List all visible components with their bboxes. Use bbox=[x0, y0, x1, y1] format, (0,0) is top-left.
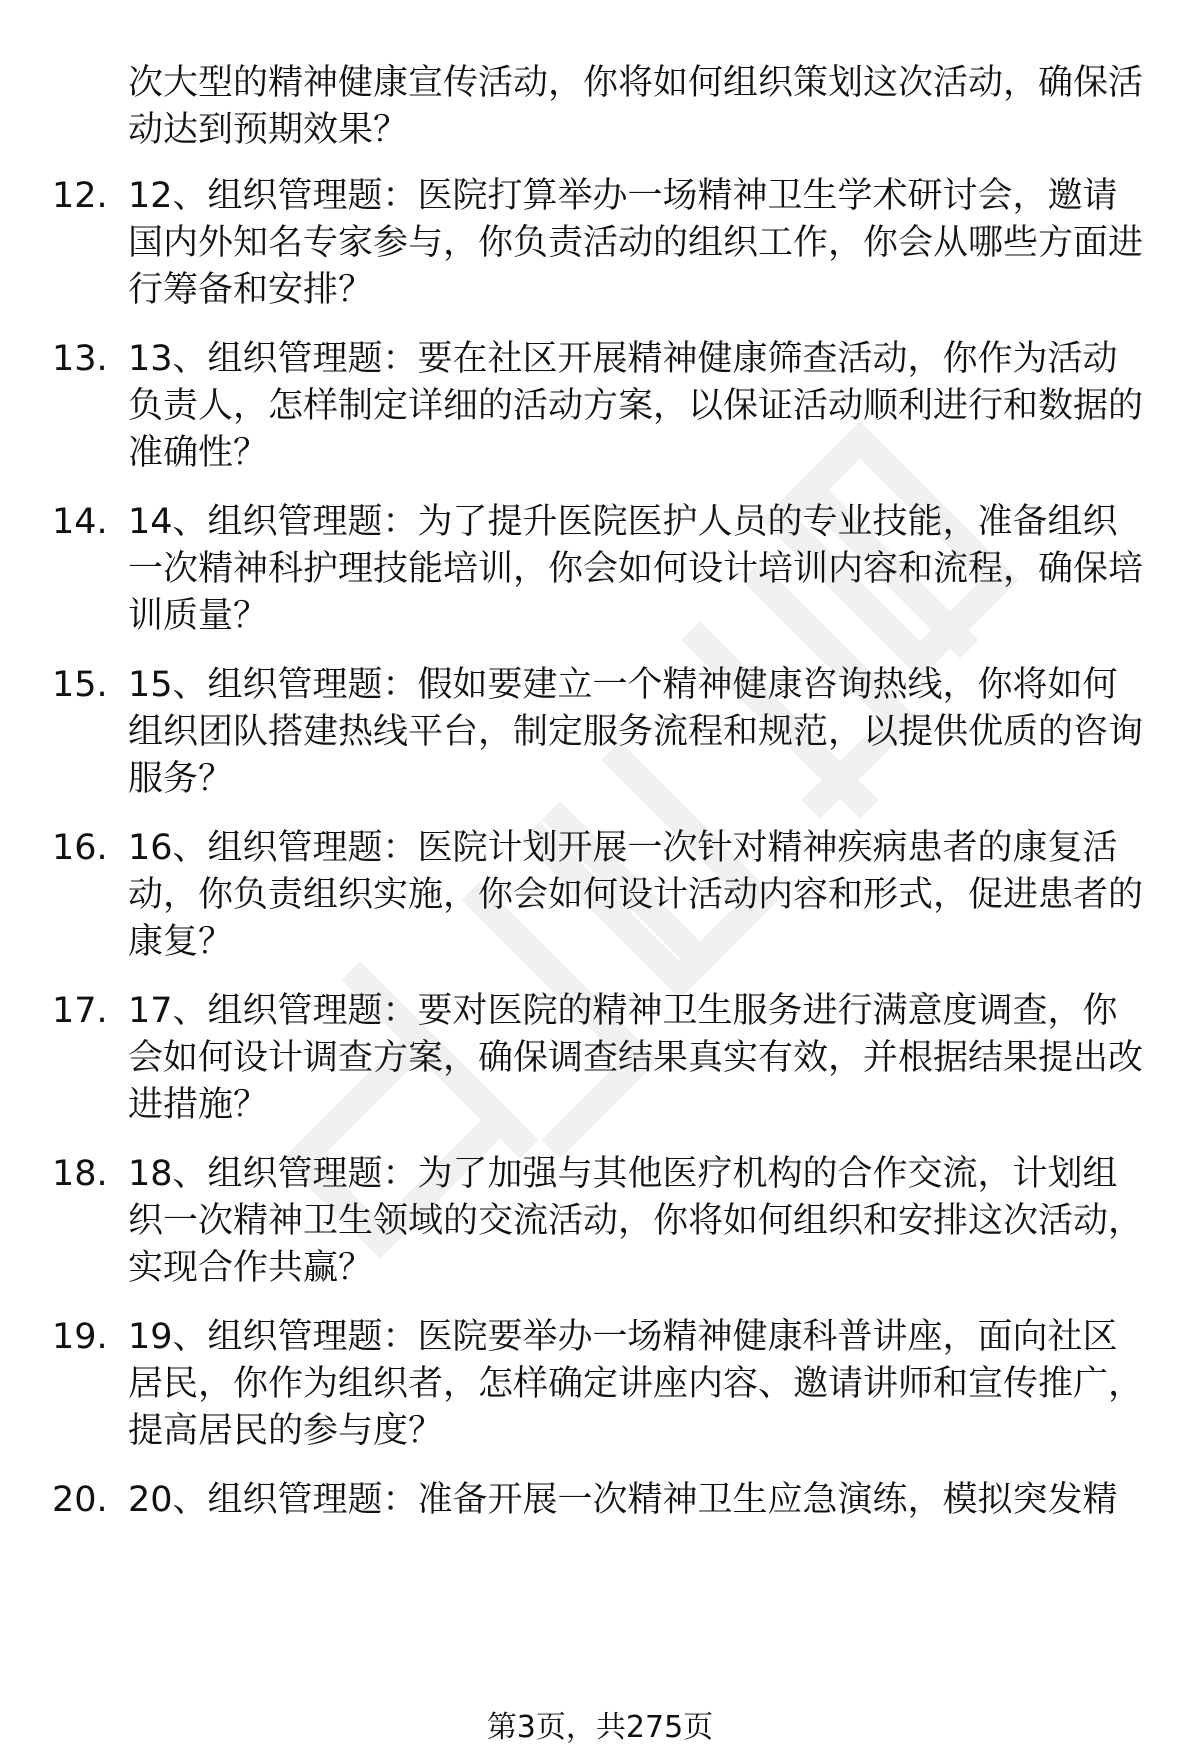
question-text: 15、组织管理题：假如要建立一个精神健康咨询热线，你将如何组织团队搭建热线平台，制定服务流程和规范，以提供优质的咨询服务？ bbox=[128, 665, 1144, 799]
continuation-text: 次大型的精神健康宣传活动，你将如何组织策划这次活动，确保活动达到预期效果？ bbox=[128, 63, 1144, 150]
question-text: 14、组织管理题：为了提升医院医护人员的专业技能，准备组织一次精神科护理技能培训，你会如何设计培训内容和流程，确保培训质量？ bbox=[128, 502, 1144, 636]
question-number: 13. bbox=[52, 339, 108, 379]
question-text: 13、组织管理题：要在社区开展精神健康筛查活动，你作为活动负责人，怎样制定详细的活动方案，以保证活动顺利进行和数据的准确性？ bbox=[128, 339, 1144, 473]
page-footer: 第3页，共275页 bbox=[486, 1710, 714, 1745]
question-number: 12. bbox=[52, 176, 108, 216]
question-text: 19、组织管理题：医院要举办一场精神健康科普讲座，面向社区居民，你作为组织者，怎样确定讲座内容、邀请讲师和宣传推广，提高居民的参与度？ bbox=[128, 1317, 1144, 1451]
question-text: 16、组织管理题：医院计划开展一次针对精神疾病患者的康复活动，你负责组织实施，你会如何设计活动内容和形式，促进患者的康复？ bbox=[128, 828, 1144, 962]
question-text: 20、组织管理题：准备开展一次精神卫生应急演练，模拟突发精 bbox=[128, 1480, 1118, 1520]
question-number: 17. bbox=[52, 991, 108, 1031]
question-number: 14. bbox=[52, 502, 108, 542]
question-text: 17、组织管理题：要对医院的精神卫生服务进行满意度调查，你会如何设计调查方案，确保调查结果真实有效，并根据结果提出改进措施？ bbox=[128, 991, 1144, 1125]
question-text: 18、组织管理题：为了加强与其他医疗机构的合作交流，计划组织一次精神卫生领域的交流活动，你将如何组织和安排这次活动，实现合作共赢？ bbox=[128, 1154, 1144, 1288]
question-number: 15. bbox=[52, 665, 108, 705]
question-number: 16. bbox=[52, 828, 108, 868]
question-number: 18. bbox=[52, 1154, 108, 1194]
question-text: 12、组织管理题：医院打算举办一场精神卫生学术研讨会，邀请国内外知名专家参与，你负责活动的组织工作，你会从哪些方面进行筹备和安排？ bbox=[128, 176, 1144, 310]
question-number: 20. bbox=[52, 1480, 108, 1520]
question-number: 19. bbox=[52, 1317, 108, 1357]
